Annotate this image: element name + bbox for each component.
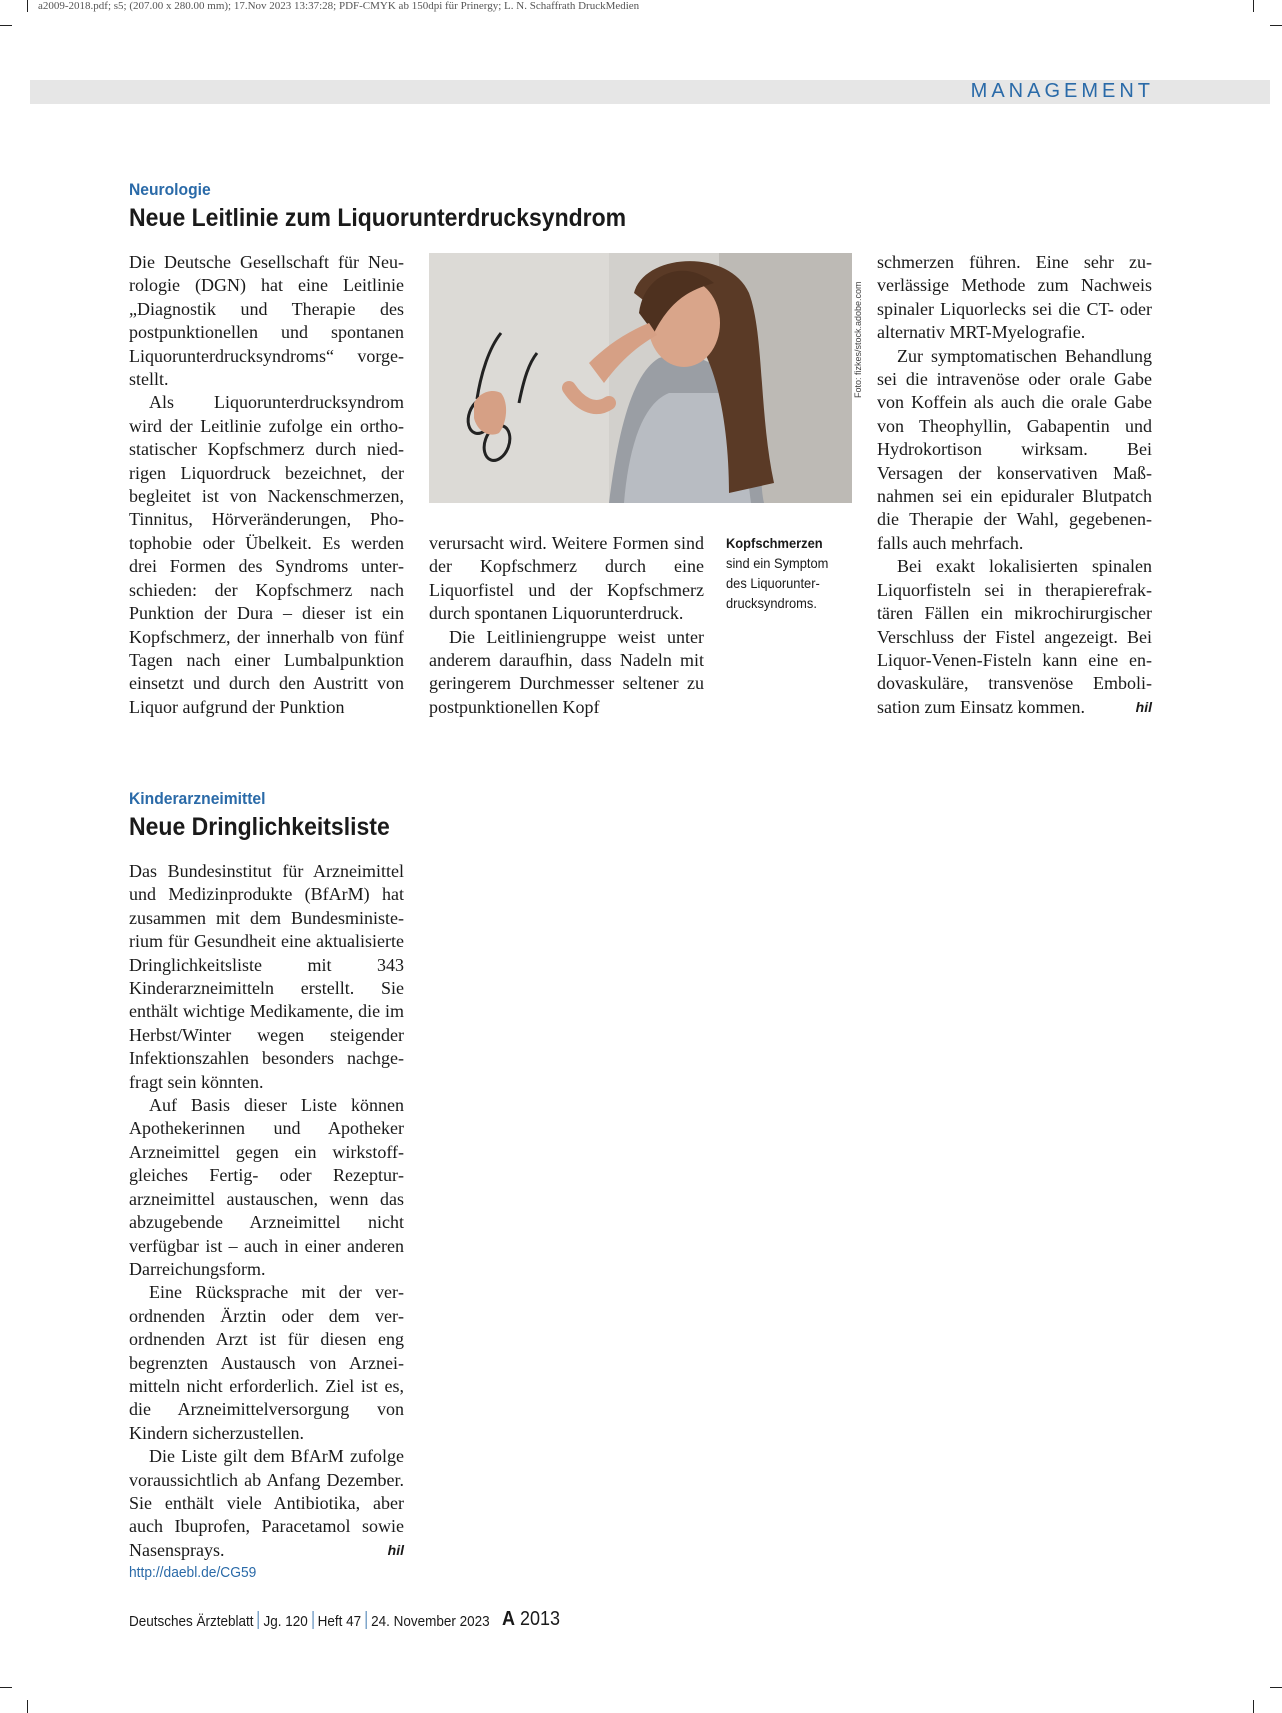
crop-mark [1253, 0, 1254, 12]
article1-kicker: Neurologie [129, 180, 211, 199]
article2-signature: hil [387, 1541, 404, 1558]
article2-column [129, 860, 404, 1562]
crop-mark [1270, 25, 1282, 26]
article2-link[interactable]: http://daebl.de/CG59 [129, 1564, 257, 1581]
article2-paragraph: Eine Rücksprache mit der verordnenden Ärztin oder dem verordnenden Arzt ist für diesen eng begrenzten Austausch von Arzneimitteln nicht erforderlich. Ziel ist es, die Arzneimittelversorgung von Kindern sicherzustellen. [129, 1282, 404, 1443]
crop-mark [1253, 1700, 1254, 1713]
crop-mark [1270, 1687, 1282, 1688]
article1-paragraph [877, 555, 1152, 719]
article2-headline: Neue Dringlichkeitsliste [129, 813, 390, 841]
article1-column-3 [877, 251, 1152, 719]
page-prefix: A [502, 1608, 516, 1630]
article2-paragraph: Auf Basis dieser Liste können Apothekerinnen und Apotheker Arzneimittel gegen ein wirkstoffgleiches Fertig- oder Rezepturarzneimittel austauschen, wenn das abzugebende Arzneimittel nicht verfügbar ist – auch in einer anderen Darreichungsform. [129, 1095, 404, 1279]
article1-paragraph: verursacht wird. Weitere Formen sind der Kopfschmerz durch eine Liquorfistel und der Kopfschmerz durch spontanen Liquorunterdruck. [429, 533, 704, 624]
article1-paragraph: schmerzen führen. Eine sehr zuverlässige Methode zum Nachweis spinaler Liquorlecks sei die CT- oder alternativ MRT-Myelografie. [877, 252, 1152, 343]
footer-volume: Jg. 120 [263, 1613, 308, 1630]
page-footer [129, 1611, 490, 1630]
page-number [502, 1608, 560, 1631]
photo-caption [726, 533, 841, 613]
footer-separator [312, 1611, 313, 1629]
article1-paragraph: Die Leitliniengruppe weist unter anderem daraufhin, dass Nadeln mit geringerem Durchmesser seltener zu postpunktionellen Kopf [429, 626, 704, 717]
caption-text: sind ein Symptom des Liquorunterdrucksyndroms. [726, 555, 829, 611]
footer-journal: Deutsches Ärzteblatt [129, 1613, 254, 1630]
article1-column-2 [429, 532, 704, 719]
footer-date: 24. November 2023 [371, 1613, 490, 1630]
article1-photo [429, 253, 852, 503]
article1-column-1 [129, 251, 404, 719]
article1-paragraph: Zur symptomatischen Behandlung sei die intravenöse oder orale Gabe von Koffein als auch die orale Gabe von Theophyllin, Gabapentin und Hydrokortison wirksam. Bei Versagen der konservativen Maßnahmen sei ein epiduraler Blutpatch die Therapie der Wahl, gegebenenfalls auch mehrfach. [877, 345, 1152, 553]
footer-issue: Heft 47 [317, 1613, 362, 1630]
article1-paragraph: Die Deutsche Gesellschaft für Neurologie (DGN) hat eine Leitlinie „Diagnostik und Therapie des postpunktionellen und spontanen Liquorunterdrucksyndroms“ vorgestellt. [129, 252, 404, 390]
article1-headline: Neue Leitlinie zum Liquorunterdrucksyndrom [129, 204, 627, 232]
crop-mark [27, 1700, 28, 1713]
article2-last-paragraph-text: Die Liste gilt dem BfArM zufolge voraussichtlich ab Anfang Dezember. Sie enthält viele Antibiotika, aber auch Ibuprofen, Paracetamol sowie Nasensprays. [129, 1446, 404, 1560]
article2-kicker: Kinderarzneimittel [129, 789, 266, 808]
print-info-line: a2009-2018.pdf; s5; (207.00 x 280.00 mm); 17.Nov 2023 13:37:28; PDF-CMYK ab 150dpi für Prinergy; L. N. Schaffrath DruckMedien [38, 0, 640, 12]
article2-paragraph [129, 1445, 404, 1562]
crop-mark [27, 0, 28, 12]
article1-last-paragraph-text: Bei exakt lokalisierten spinalen Liquorfisteln sei in therapierefraktären Fällen ein mikrochirurgischer Verschluss der Fistel angezeigt. Bei Liquor-Venen-Fisteln kann eine endovaskuläre, transvenöse Embolisation zum Einsatz kommen. [877, 556, 1152, 717]
crop-mark [0, 25, 12, 26]
section-label: MANAGEMENT [970, 80, 1154, 102]
footer-separator [258, 1611, 259, 1629]
caption-bold-lead: Kopfschmerzen [726, 535, 823, 551]
footer-separator [366, 1611, 367, 1629]
photo-credit: Foto: fizkes/stock.adobe.com [853, 281, 863, 398]
crop-mark [0, 1687, 12, 1688]
page-number-value: 2013 [520, 1608, 561, 1630]
article1-signature: hil [1135, 698, 1152, 715]
article1-paragraph: Als Liquorunterdrucksyndrom wird der Leitlinie zufolge ein orthostatischer Kopfschmerz durch niedrigen Liquordruck bezeichnet, der begleitet ist von Nackenschmerzen, Tinnitus, Hörveränderungen, Photophobie oder Übelkeit. Es werden drei Formen des Syndroms unterschieden: der Kopfschmerz nach Punktion der Dura – dieser ist ein Kopfschmerz, der innerhalb von fünf Tagen nach einer Lumbalpunktion einsetzt und durch den Austritt von Liquor aufgrund der Punktion [129, 392, 404, 717]
woman-headache-illustration [429, 253, 852, 503]
article2-paragraph: Das Bundesinstitut für Arzneimittel und Medizinprodukte (BfArM) hat zusammen mit dem Bundesministerium für Gesundheit eine aktualisierte Dringlichkeitsliste mit 343 Kinderarzneimitteln erstellt. Sie enthält wichtige Medikamente, die im Herbst/Winter wegen steigender Infektionszahlen besonders nachgefragt sein könnten. [129, 861, 404, 1092]
